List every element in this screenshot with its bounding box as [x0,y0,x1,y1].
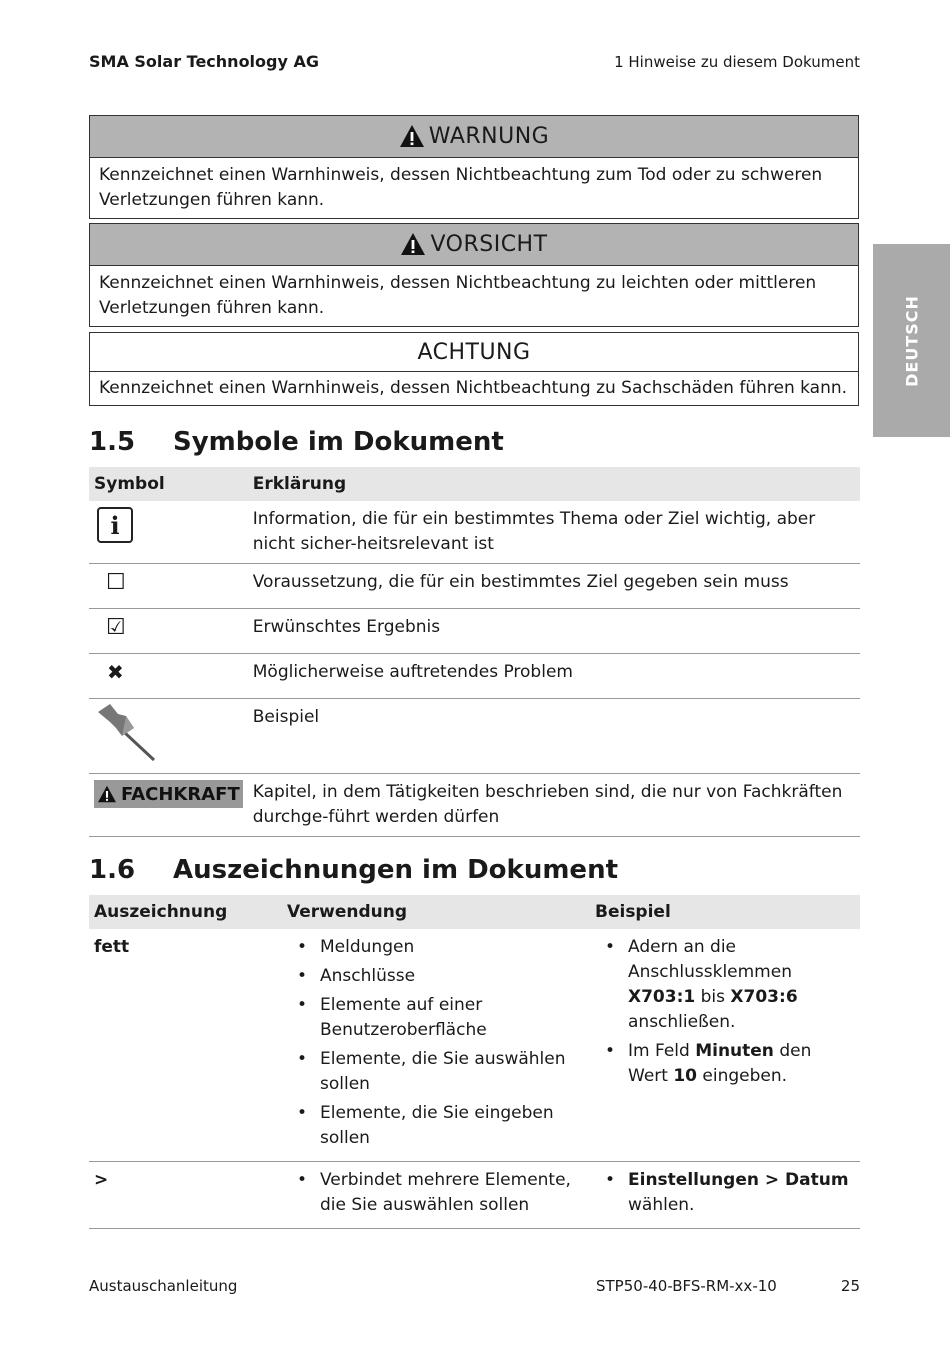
section-heading-markup [89,855,618,885]
column-header-usage: Verwendung [282,895,590,929]
example-bold: Minuten [695,1041,774,1061]
example-text: bis [695,987,731,1007]
table-row [89,501,860,564]
notice-warnung-text: Kennzeichnet einen Warnhinweis, dessen Nichtbeachtung zum Tod oder zu schweren Verletzungen führen kann. [99,165,823,210]
example-text: eingeben. [697,1066,788,1086]
example-bold: X703:6 [730,987,798,1007]
warning-triangle-icon [97,785,117,803]
cross-icon: ✖ [107,660,124,684]
notice-achtung [89,332,859,406]
checkbox-checked-icon: ☑ [106,615,126,640]
table-row [89,774,860,837]
notice-warnung-head [90,116,858,158]
footer-doc-code: STP50-40-BFS-RM-xx-10 [596,1277,777,1295]
pushpin-icon [96,702,156,762]
table-row [89,564,860,609]
usage-list [287,1168,585,1218]
example-text: Im Feld [628,1041,696,1061]
table-row [89,699,860,774]
example-bold: X703:1 [628,987,696,1007]
table-header-row [89,467,860,501]
footer-doc-type: Austauschanleitung [89,1277,238,1295]
footer-page-number: 25 [840,1277,860,1295]
notice-vorsicht-text: Kennzeichnet einen Warnhinweis, dessen Nichtbeachtung zu leichten oder mittleren Verletzungen führen kann. [99,273,817,318]
section-title: Auszeichnungen im Dokument [173,855,619,885]
example-list [595,935,855,1089]
list-item: • Elemente, die Sie auswählen sollen [287,1047,585,1097]
list-item: • Meldungen [287,935,585,960]
notice-vorsicht-title: VORSICHT [430,232,548,257]
example-text: Adern an die Anschlussklemmen [628,937,792,982]
notice-warnung [89,115,859,219]
warning-triangle-icon [400,232,426,256]
column-header-explanation: Erklärung [248,467,860,501]
info-icon: i [97,507,133,543]
symbol-explanation: Information, die für ein bestimmtes Thema oder Ziel wichtig, aber nicht sicher-heitsrelevant ist [248,501,860,564]
notice-vorsicht [89,223,859,327]
example-text: den Wert [628,1041,812,1086]
language-tab [873,244,950,437]
example-bold: Einstellungen > Datum [628,1170,849,1190]
notice-vorsicht-head [90,224,858,266]
table-header-row [89,895,860,929]
symbols-table [89,467,860,837]
header-chapter: 1 Hinweise zu diesem Dokument [614,53,860,71]
list-item: • Elemente, die Sie eingeben sollen [287,1101,585,1151]
table-row [89,654,860,699]
column-header-example: Beispiel [590,895,860,929]
example-bold: 10 [673,1066,698,1086]
table-row [89,609,860,654]
language-tab-label: DEUTSCH [902,294,921,387]
markup-table [89,895,860,1229]
symbol-explanation: Kapitel, in dem Tätigkeiten beschrieben sind, die nur von Fachkräften durchge-führt werden dürfen [248,774,860,837]
notice-achtung-text: Kennzeichnet einen Warnhinweis, dessen Nichtbeachtung zu Sachschäden führen kann. [99,378,848,398]
table-row [89,929,860,1162]
markup-name: fett [94,937,130,957]
fachkraft-label: FACHKRAFT [121,783,240,805]
list-item: • Elemente auf einer Benutzeroberfläche [287,993,585,1043]
example-list [595,1168,855,1218]
symbol-explanation: Möglicherweise auftretendes Problem [248,654,860,699]
example-text: wählen. [628,1195,695,1215]
list-item [595,1168,855,1218]
section-heading-symbols [89,427,504,457]
symbol-explanation: Beispiel [248,699,860,774]
header-company: SMA Solar Technology AG [89,52,319,71]
list-item [595,1039,855,1089]
list-item: • Verbindet mehrere Elemente, die Sie auswählen sollen [287,1168,585,1218]
list-item [595,935,855,1035]
notice-achtung-head [90,333,858,372]
symbol-explanation: Erwünschtes Ergebnis [248,609,860,654]
list-item: • Anschlüsse [287,964,585,989]
column-header-symbol: Symbol [89,467,248,501]
column-header-markup: Auszeichnung [89,895,282,929]
section-number: 1.5 [89,427,136,457]
example-text: anschließen. [628,1012,736,1032]
usage-list [287,935,585,1151]
fachkraft-badge [94,780,243,808]
section-title: Symbole im Dokument [173,427,504,457]
notice-achtung-title: ACHTUNG [417,339,531,365]
markup-name: > [94,1170,109,1190]
table-row [89,1162,860,1229]
symbol-explanation: Voraussetzung, die für ein bestimmtes Ziel gegeben sein muss [248,564,860,609]
section-number: 1.6 [89,855,136,885]
notice-warnung-title: WARNUNG [428,124,550,149]
checkbox-empty-icon: ☐ [106,570,126,595]
warning-triangle-icon [399,124,425,148]
